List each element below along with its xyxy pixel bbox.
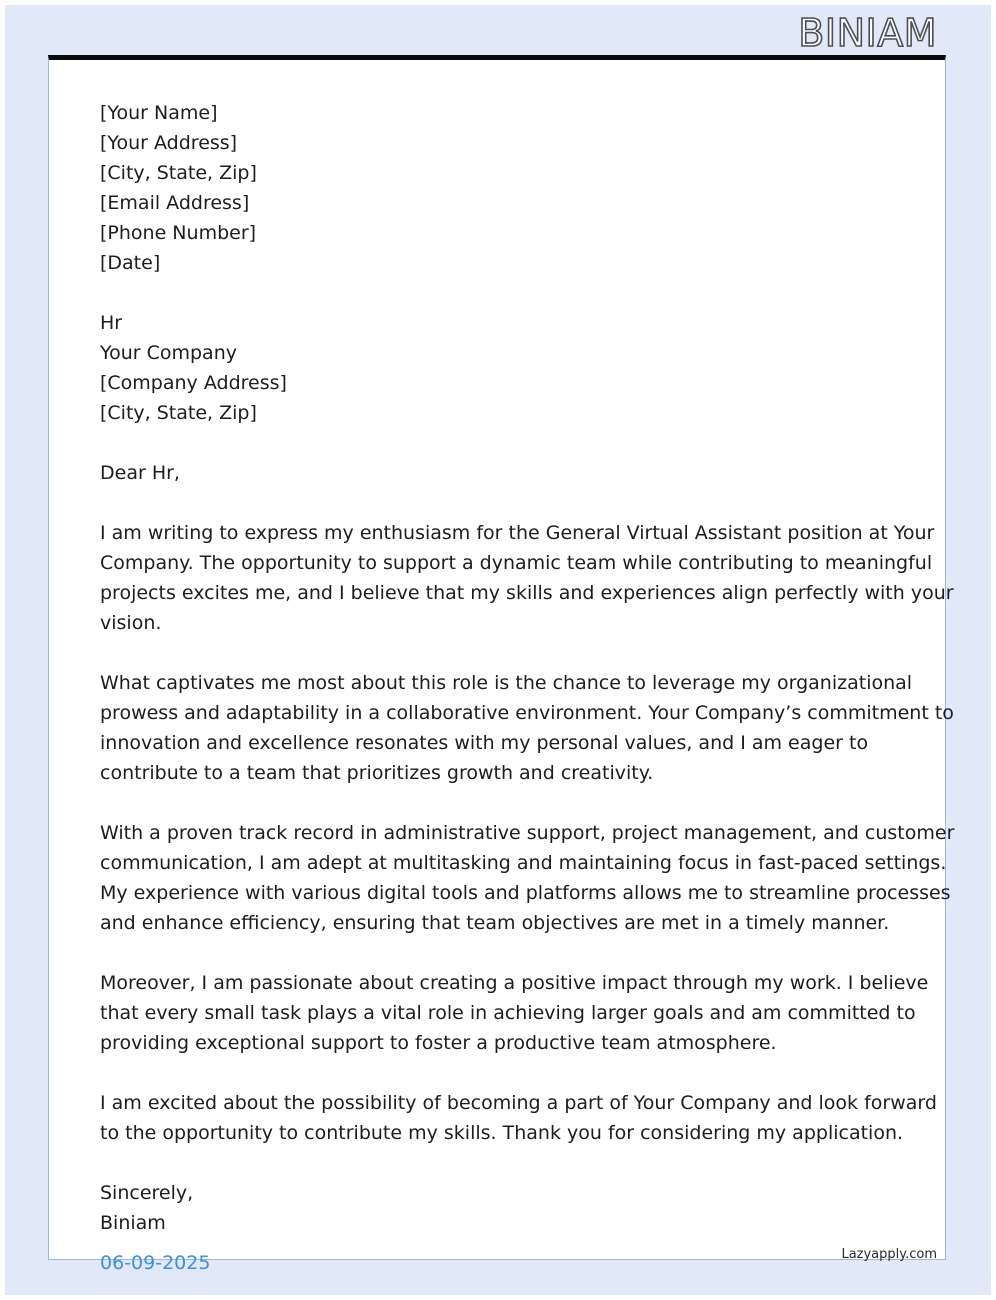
credit-link[interactable]: Lazyapply.com xyxy=(841,1247,937,1262)
paragraph-line: innovation and excellence resonates with my personal values, and I am eager to xyxy=(100,732,869,754)
paragraph-line: I am excited about the possibility of becoming a part of Your Company and look forward xyxy=(100,1092,937,1114)
signature: Biniam xyxy=(100,1212,166,1234)
paragraph-line: I am writing to express my enthusiasm for the General Virtual Assistant position at Your xyxy=(100,522,935,544)
closing: Sincerely, xyxy=(100,1182,194,1204)
paragraph-line: prowess and adaptability in a collaborative environment. Your Company’s commitment to xyxy=(100,702,954,724)
sender-address: [Your Address] xyxy=(100,132,238,154)
recipient-company: Your Company xyxy=(100,342,237,364)
closing-block xyxy=(100,1178,900,1238)
paragraph-line: Moreover, I am passionate about creating a positive impact through my work. I believe xyxy=(100,972,929,994)
paragraph-line: providing exceptional support to foster a productive team atmosphere. xyxy=(100,1032,777,1054)
body-paragraph xyxy=(100,968,929,1058)
paragraph-line: With a proven track record in administrative support, project management, and customer xyxy=(100,822,955,844)
paragraph-line: projects excites me, and I believe that my skills and experiences align perfectly with your xyxy=(100,582,954,604)
sender-name: [Your Name] xyxy=(100,102,218,124)
body-paragraph xyxy=(100,518,954,638)
paragraph-line: Company. The opportunity to support a dynamic team while contributing to meaningful xyxy=(100,552,933,574)
recipient-name: Hr xyxy=(100,312,123,334)
body-paragraph xyxy=(100,818,955,938)
paragraph-line: What captivates me most about this role is the chance to leverage my organizational xyxy=(100,672,913,694)
paragraph-line: contribute to a team that prioritizes growth and creativity. xyxy=(100,762,654,784)
paragraph-line: vision. xyxy=(100,612,162,634)
paragraph-line: that every small task plays a vital role in achieving larger goals and am committed to xyxy=(100,1002,916,1024)
letter-date: [Date] xyxy=(100,252,161,274)
sender-city-state-zip: [City, State, Zip] xyxy=(100,162,257,184)
paragraph-line: to the opportunity to contribute my skills. Thank you for considering my application. xyxy=(100,1122,904,1144)
cover-letter-body xyxy=(100,98,955,1238)
body-paragraph xyxy=(100,1088,937,1148)
sender-block xyxy=(100,98,900,278)
paragraph-line: My experience with various digital tools and platforms allows me to streamline processes xyxy=(100,882,951,904)
sender-phone: [Phone Number] xyxy=(100,222,257,244)
letter-paragraphs xyxy=(100,518,955,1148)
recipient-address: [Company Address] xyxy=(100,372,287,394)
salutation: Dear Hr, xyxy=(100,462,180,484)
brand-name: BINIAM xyxy=(798,11,937,55)
footer-date: 06-09-2025 xyxy=(100,1252,211,1274)
paragraph-line: communication, I am adept at multitasking and maintaining focus in fast-paced settings. xyxy=(100,852,947,874)
recipient-city-state-zip: [City, State, Zip] xyxy=(100,402,257,424)
paragraph-line: and enhance efficiency, ensuring that team objectives are met in a timely manner. xyxy=(100,912,890,934)
body-paragraph xyxy=(100,668,954,788)
recipient-block xyxy=(100,308,900,428)
sender-email: [Email Address] xyxy=(100,192,250,214)
